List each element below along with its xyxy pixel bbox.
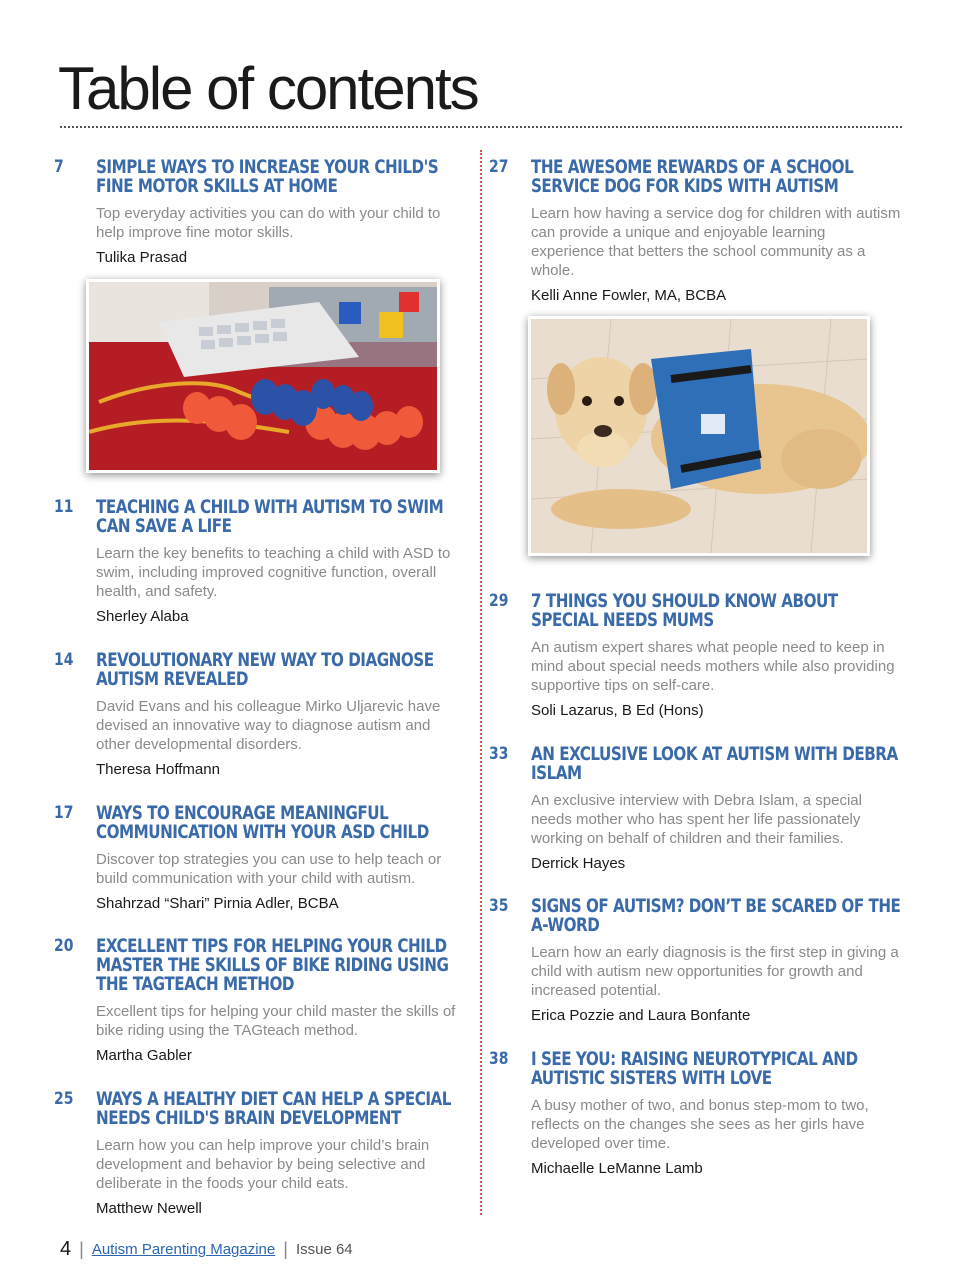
- article-description: David Evans and his colleague Mirko Uljarevic have devised an innovative way to diagnose autism and other developmental disorders.: [96, 698, 441, 753]
- page-footer: [60, 1238, 353, 1261]
- toc-entry[interactable]: [489, 1049, 901, 1178]
- article-author: Michaelle LeManne Lamb: [531, 1160, 703, 1177]
- title-divider: [60, 126, 902, 128]
- article-description: Discover top strategies you can use to help teach or build communication with your child with autism.: [96, 851, 442, 887]
- article-title[interactable]: EXCELLENT TIPS FOR HELPING YOUR CHILD MASTER THE SKILLS OF BIKE RIDING USING THE TAGTEACH METHOD: [96, 936, 449, 995]
- article-author: Derrick Hayes: [531, 855, 626, 872]
- page-number: 33: [489, 744, 509, 764]
- article-author: Sherley Alaba: [96, 608, 189, 625]
- page-number: 11: [54, 497, 74, 517]
- page-number: 27: [489, 157, 509, 177]
- page-title: Table of contents: [58, 55, 478, 122]
- article-title[interactable]: REVOLUTIONARY NEW WAY TO DIAGNOSE AUTISM REVEALED: [96, 650, 434, 690]
- page-number: 14: [54, 650, 74, 670]
- article-title[interactable]: SIMPLE WAYS TO INCREASE YOUR CHILD'S FINE MOTOR SKILLS AT HOME: [96, 157, 439, 197]
- article-description: An exclusive interview with Debra Islam, a special needs mother who has spent her life passionately working on behalf of children and their families.: [531, 792, 862, 847]
- page-number: 35: [489, 896, 509, 916]
- article-title[interactable]: I SEE YOU: RAISING NEUROTYPICAL AND AUTISTIC SISTERS WITH LOVE: [531, 1049, 858, 1089]
- article-description: Excellent tips for helping your child master the skills of bike riding using the TAGteach method.: [96, 1003, 456, 1039]
- article-description: Top everyday activities you can do with your child to help improve fine motor skills.: [96, 205, 441, 241]
- toc-entry[interactable]: [54, 157, 466, 267]
- toc-entry[interactable]: [54, 936, 466, 1065]
- page-number: 17: [54, 803, 74, 823]
- article-author: Erica Pozzie and Laura Bonfante: [531, 1007, 751, 1024]
- article-description: Learn how an early diagnosis is the first step in giving a child with autism new opportunities for growth and increased potential.: [531, 944, 899, 999]
- article-author: Theresa Hoffmann: [96, 761, 220, 778]
- article-description: Learn how you can help improve your child’s brain development and behavior by being selective and deliberate in the foods your child eats.: [96, 1137, 430, 1192]
- article-description: An autism expert shares what people need to keep in mind about special needs mothers while also providing supportive tips on self-care.: [531, 639, 895, 694]
- toc-entry[interactable]: [54, 803, 466, 913]
- toc-entry[interactable]: [489, 896, 901, 1025]
- article-title[interactable]: WAYS TO ENCOURAGE MEANINGFUL COMMUNICATION WITH YOUR ASD CHILD: [96, 803, 429, 843]
- article-title[interactable]: SIGNS OF AUTISM? DON’T BE SCARED OF THE A-WORD: [531, 896, 901, 936]
- page-number: 20: [54, 936, 74, 956]
- article-description: Learn the key benefits to teaching a child with ASD to swim, including improved cognitive function, overall health, and safety.: [96, 545, 451, 600]
- page-number: 29: [489, 591, 509, 611]
- article-title[interactable]: WAYS A HEALTHY DIET CAN HELP A SPECIAL NEEDS CHILD'S BRAIN DEVELOPMENT: [96, 1089, 451, 1129]
- toc-entry[interactable]: [54, 1089, 466, 1218]
- toc-entry[interactable]: [54, 650, 466, 779]
- issue-label: Issue 64: [295, 1241, 353, 1258]
- article-author: Matthew Newell: [96, 1200, 202, 1217]
- service-dog-photo: [528, 316, 870, 556]
- article-title[interactable]: 7 THINGS YOU SHOULD KNOW ABOUT SPECIAL NEEDS MUMS: [531, 591, 838, 631]
- article-author: Tulika Prasad: [96, 249, 188, 266]
- column-divider: [480, 150, 482, 1215]
- article-author: Kelli Anne Fowler, MA, BCBA: [531, 287, 727, 304]
- toc-entry[interactable]: [489, 744, 901, 873]
- magazine-link[interactable]: Autism Parenting Magazine: [91, 1241, 276, 1258]
- page-number: 7: [54, 157, 64, 177]
- article-description: Learn how having a service dog for children with autism can provide a unique and enjoyable learning experience that betters the school community as a whole.: [531, 205, 901, 279]
- article-title[interactable]: AN EXCLUSIVE LOOK AT AUTISM WITH DEBRA ISLAM: [531, 744, 898, 784]
- page-number: 25: [54, 1089, 74, 1109]
- footer-separator: |: [79, 1239, 84, 1259]
- service-dog-image: [531, 319, 867, 553]
- article-title[interactable]: THE AWESOME REWARDS OF A SCHOOL SERVICE DOG FOR KIDS WITH AUTISM: [531, 157, 854, 197]
- fine-motor-image: [89, 282, 437, 470]
- article-description: A busy mother of two, and bonus step-mom to two, reflects on the changes she sees as her girls have developed over time.: [531, 1097, 869, 1152]
- article-author: Martha Gabler: [96, 1047, 192, 1064]
- article-author: Shahrzad “Shari” Pirnia Adler, BCBA: [96, 895, 339, 912]
- toc-entry[interactable]: [54, 497, 466, 626]
- article-title[interactable]: TEACHING A CHILD WITH AUTISM TO SWIM CAN SAVE A LIFE: [96, 497, 444, 537]
- toc-entry[interactable]: [489, 157, 901, 305]
- fine-motor-photo: [86, 279, 440, 473]
- toc-entry[interactable]: [489, 591, 901, 720]
- article-author: Soli Lazarus, B Ed (Hons): [531, 702, 704, 719]
- footer-page-number: 4: [60, 1238, 72, 1260]
- page-number: 38: [489, 1049, 509, 1069]
- footer-separator: |: [283, 1239, 288, 1259]
